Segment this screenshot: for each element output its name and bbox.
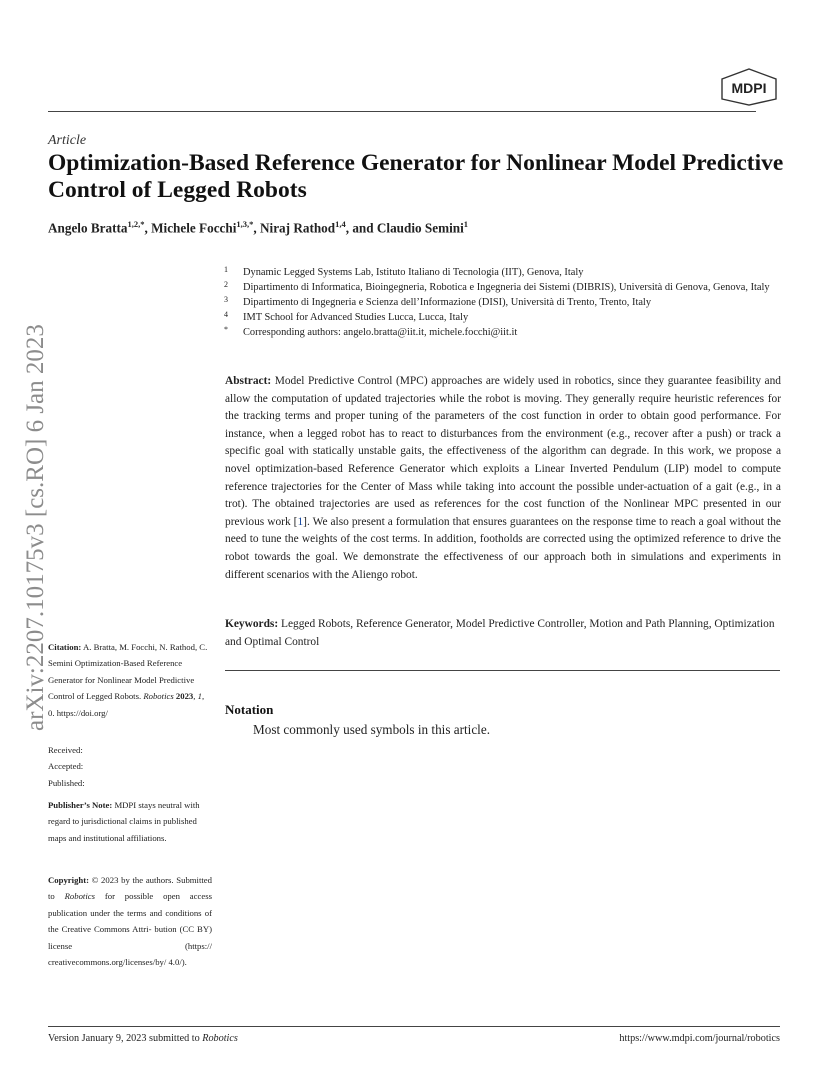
- author-name: Michele Focchi: [151, 220, 237, 236]
- author-name: Niraj Rathod: [260, 220, 336, 236]
- footer-journal-url[interactable]: https://www.mdpi.com/journal/robotics: [619, 1033, 780, 1044]
- header-rule: [48, 111, 756, 112]
- citation-ref-link[interactable]: 1: [297, 515, 304, 528]
- author-list: Angelo Bratta$^{1,2,*}$, Michele Focchi$^{1,3,*}$, Niraj Rathod$^{1,4}$, and Claudio Semini$^1$: [48, 219, 468, 236]
- arxiv-stamp: arXiv:2207.10175v3 [cs.RO] 6 Jan 2023: [22, 324, 49, 731]
- author-affil-sup: 1,4: [335, 219, 346, 229]
- copyright-block: Copyright: © 2023 by the authors. Submitted to Robotics for possible open access publication under the terms and conditions of the Creative Commons Attri- bution (CC BY) license (https:// creativecommons.org/licenses/by/ 4.0/).: [48, 875, 212, 968]
- footer-rule: [48, 1026, 780, 1027]
- abstract-label: Abstract:: [225, 375, 272, 387]
- dates-block: [48, 742, 212, 791]
- keywords-label: Keywords:: [225, 618, 279, 630]
- affiliations: [224, 265, 784, 340]
- notation-text: Most commonly used symbols in this article.: [253, 722, 490, 737]
- publisher-note: Publisher’s Note: MDPI stays neutral with regard to jurisdictional claims in published maps and institutional affiliations.: [48, 800, 200, 843]
- paper-title: Optimization-Based Reference Generator for Nonlinear Model Predictive Control of Legged Robots: [48, 150, 784, 203]
- svg-text:MDPI: MDPI: [731, 80, 767, 96]
- affiliation-item: 4 IMT School for Advanced Studies Lucca, Lucca, Italy: [224, 310, 469, 323]
- affiliation-item: 3 Dipartimento di Ingegneria e Scienza dell’Informazione (DISI), Università di Trento, Trento, Italy: [224, 295, 652, 308]
- abstract-rule: [225, 670, 780, 671]
- abstract: Abstract: Model Predictive Control (MPC) approaches are widely used in robotics, since they guarantee feasibility and allow the computation of updated trajectories while the robot is moving. They generally require heuristic references for the tracking terms and proper tuning of the parameters of the cost function in order to obtain good performance. For instance, when a legged robot has to react to disturbances from the environment (e.g., recover after a push) or track a specific goal with statically unstable gaits, the effectiveness of the algorithm can degrade. In this work, we propose a novel optimization-based Reference Generator which exploits a Linear Inverted Pendulum (LIP) model to compute reference trajectories for the Center of Mass while taking into account the possible under-actuation of a gait (e.g., in a trot). The obtained trajectories are used as references for the cost function of the Nonlinear MPC presented in our previous work [1]. We also present a formulation that ensures guarantees on the response time to reach a goal without the need to tune the weights of the cost terms. In addition, footholds are corrected using the optimized reference to drive the robot towards the goal. We demonstrate the effectiveness of our approach both in simulations and experiments in different scenarios with the Aliengo robot.: [225, 375, 781, 581]
- published-label: Published:: [48, 777, 85, 788]
- mdpi-logo: [718, 66, 780, 106]
- accepted-label: Accepted:: [48, 761, 84, 772]
- keywords: Keywords: Legged Robots, Reference Generator, Model Predictive Controller, Motion and Path Planning, Optimization and Optimal Control: [225, 618, 775, 648]
- corresponding-authors: * Corresponding authors: angelo.bratta@iit.it, michele.focchi@iit.it: [224, 325, 518, 338]
- article-type: Article: [48, 133, 87, 148]
- author-affil-sup: 1,2,*: [127, 219, 145, 229]
- affiliation-item: 2 Dipartimento di Informatica, Bioingegneria, Robotica e Ingegneria dei Sistemi (DIBRIS), Università di Genova, Genova, Italy: [224, 280, 770, 293]
- footer-version: Version January 9, 2023 submitted to Robotics: [48, 1033, 238, 1044]
- affiliation-item: 1 Dynamic Legged Systems Lab, Istituto Italiano di Tecnologia (IIT), Genova, Italy: [224, 265, 584, 278]
- citation-block: Citation: A. Bratta, M. Focchi, N. Rathod, C. Semini Optimization-Based Reference Generator for Nonlinear Model Predictive Control of Legged Robots. Robotics 2023, 1, 0. https://doi.org/: [48, 642, 208, 718]
- author-name: Angelo Bratta: [48, 220, 128, 236]
- notation-heading: Notation: [225, 702, 274, 717]
- author-affil-sup: 1,3,*: [236, 219, 254, 229]
- author-name: Claudio Semini: [376, 220, 464, 236]
- author-affil-sup: 1: [463, 219, 468, 229]
- received-label: Received:: [48, 745, 83, 755]
